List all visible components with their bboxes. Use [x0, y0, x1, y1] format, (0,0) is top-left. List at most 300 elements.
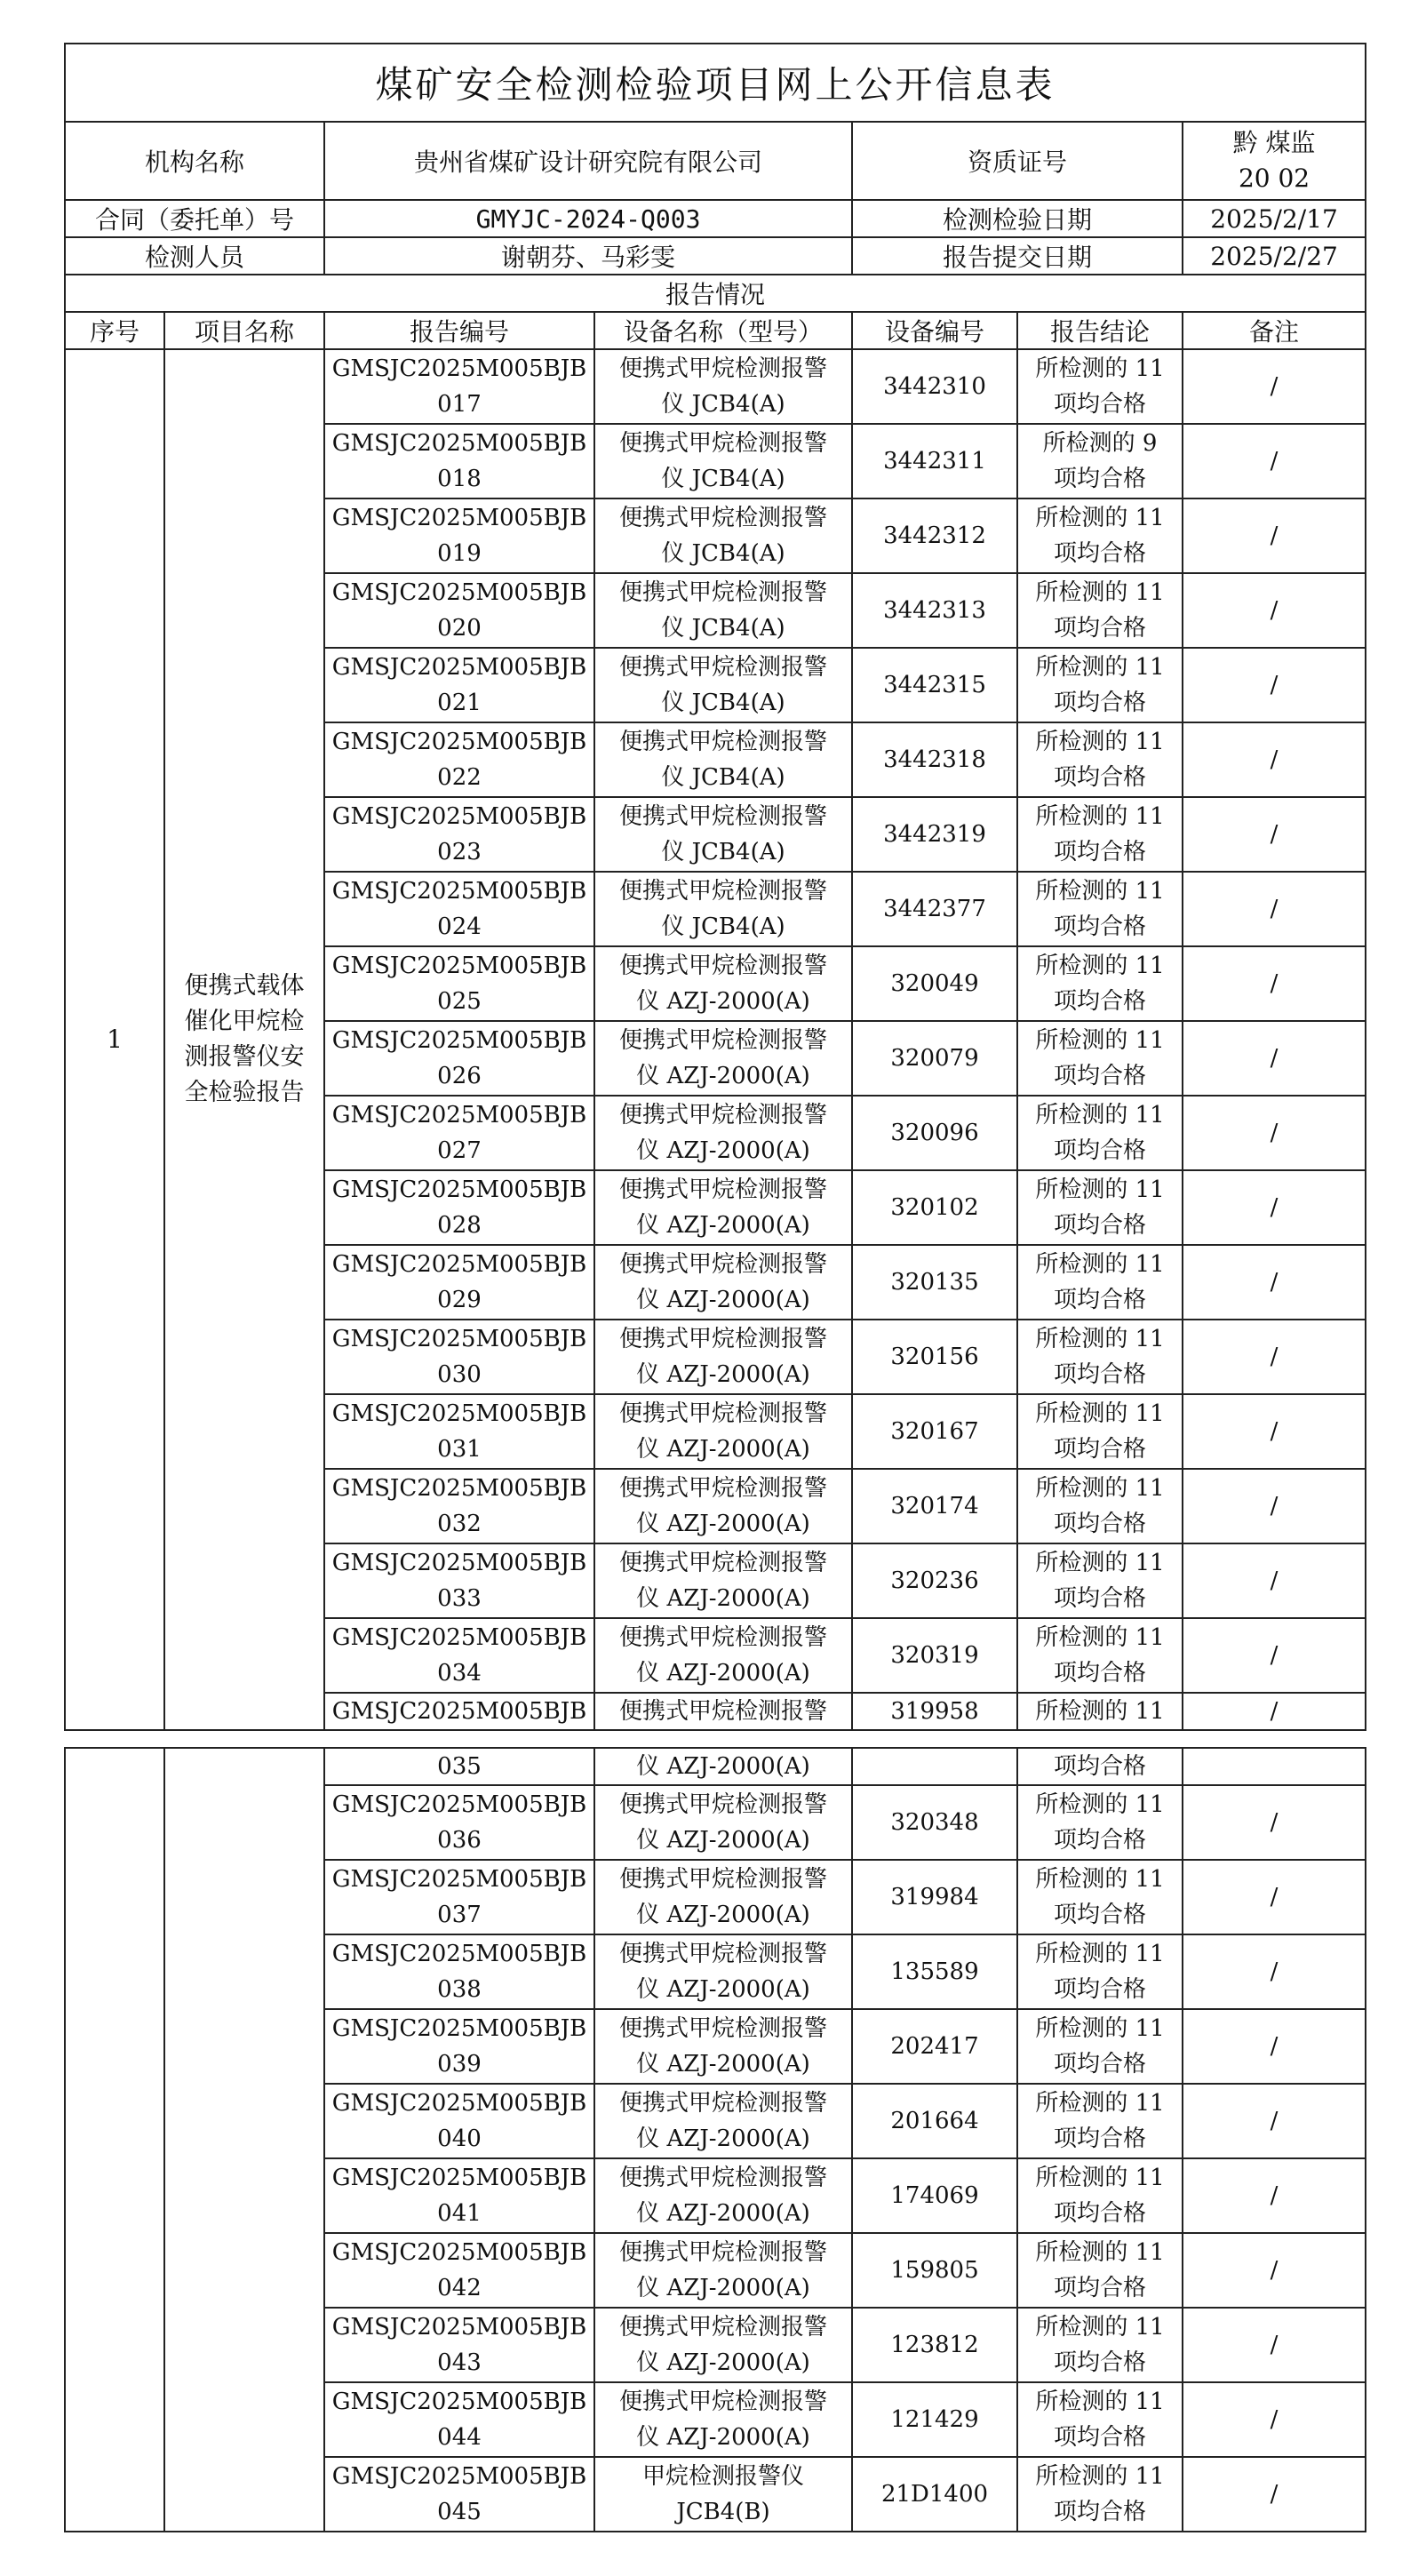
report-number-line: 038	[437, 1976, 482, 2003]
device-name-line: 仪 AZJ-2000(A)	[636, 1753, 810, 1780]
report-number	[324, 946, 594, 1021]
device-name	[594, 1618, 852, 1693]
device-name-line: 仪 AZJ-2000(A)	[636, 1436, 810, 1463]
conclusion-line: 所检测的 11	[1035, 1251, 1165, 1278]
report-number-line: 018	[437, 466, 482, 492]
device-number	[852, 2009, 1017, 2084]
report-number-line: GMSJC2025M005BJB	[331, 2314, 587, 2341]
col-header-device-no: 设备编号	[852, 312, 1017, 349]
device-number-line: 121429	[890, 2406, 979, 2433]
col-header-project: 项目名称	[164, 312, 324, 349]
date-value: 2025/2/17	[1183, 200, 1366, 237]
device-name	[594, 872, 852, 946]
device-number-line: 3442318	[883, 746, 986, 773]
report-number-line: 039	[437, 2051, 482, 2078]
device-name-line: 仪 JCB4(A)	[661, 913, 785, 940]
device-number-line: 202417	[890, 2033, 979, 2060]
device-number	[852, 722, 1017, 797]
device-number	[852, 1096, 1017, 1170]
device-name-line: 便携式甲烷检测报警	[618, 1326, 827, 1352]
conclusion	[1017, 2457, 1183, 2532]
conclusion-line: 所检测的 11	[1035, 2090, 1165, 2117]
device-number-line: 320319	[890, 1642, 979, 1669]
device-name-line: 仪 AZJ-2000(A)	[636, 1511, 810, 1537]
report-number	[324, 797, 594, 872]
note-line: /	[1270, 2406, 1279, 2433]
device-name-line: 便携式甲烷检测报警	[618, 1475, 827, 1502]
conclusion-line: 所检测的 11	[1035, 2314, 1165, 2341]
note-line: /	[1270, 373, 1279, 400]
note	[1183, 1469, 1366, 1543]
report-number	[324, 1543, 594, 1618]
report-number	[324, 1394, 594, 1469]
conclusion-line: 所检测的 11	[1035, 1102, 1165, 1128]
conclusion-line: 所检测的 11	[1035, 2015, 1165, 2042]
device-name-line: 仪 AZJ-2000(A)	[636, 2125, 810, 2152]
device-number-line: 3442310	[883, 373, 986, 400]
report-number-line: 042	[437, 2275, 482, 2301]
device-name-line: 便携式甲烷检测报警	[618, 1550, 827, 1576]
device-name	[594, 1320, 852, 1394]
conclusion-line: 项均合格	[1053, 1660, 1146, 1687]
note-line: /	[1270, 672, 1279, 698]
contract-label: 合同（委托单）号	[65, 200, 324, 237]
device-number	[852, 1543, 1017, 1618]
conclusion-line: 项均合格	[1053, 1585, 1146, 1612]
device-name	[594, 2158, 852, 2233]
report-number-line: 021	[437, 690, 482, 716]
device-number-line: 320174	[890, 1493, 979, 1519]
note	[1183, 946, 1366, 1021]
device-name-line: 仪 AZJ-2000(A)	[636, 2051, 810, 2078]
report-number-line: 033	[437, 1585, 482, 1612]
device-name-line: 仪 AZJ-2000(A)	[636, 1660, 810, 1687]
device-name	[594, 2308, 852, 2382]
device-name-line: 便携式甲烷检测报警	[618, 505, 827, 531]
conclusion-line: 所检测的 11	[1035, 1791, 1165, 1818]
device-name	[594, 1394, 852, 1469]
note-line: /	[1270, 1642, 1279, 1669]
device-name-line: 仪 JCB4(A)	[661, 839, 785, 865]
device-number-line: 320236	[890, 1567, 979, 1594]
conclusion-line: 项均合格	[1053, 391, 1146, 418]
report-number-line: 044	[437, 2424, 482, 2451]
conclusion	[1017, 1320, 1183, 1394]
conclusion	[1017, 1543, 1183, 1618]
report-number-line: 017	[437, 391, 482, 418]
device-name-line: 仪 JCB4(A)	[661, 391, 785, 418]
device-name	[594, 1785, 852, 1860]
note	[1183, 1693, 1366, 1730]
device-number	[852, 1618, 1017, 1693]
device-name	[594, 1860, 852, 1934]
device-name	[594, 498, 852, 573]
conclusion	[1017, 2084, 1183, 2158]
conclusion-line: 所检测的 11	[1035, 953, 1165, 979]
device-name	[594, 946, 852, 1021]
device-number-line: 319984	[890, 1884, 979, 1910]
device-name	[594, 2084, 852, 2158]
note	[1183, 2457, 1366, 2532]
conclusion-line: 项均合格	[1053, 1753, 1146, 1780]
org-label: 机构名称	[65, 122, 324, 200]
table-row	[65, 349, 1366, 424]
note	[1183, 1170, 1366, 1245]
conclusion-line: 项均合格	[1053, 1976, 1146, 2003]
device-name-line: 便携式甲烷检测报警	[618, 953, 827, 979]
conclusion-line: 项均合格	[1053, 2051, 1146, 2078]
note-line: /	[1270, 1493, 1279, 1519]
conclusion-line: 所检测的 11	[1035, 1866, 1165, 1893]
note-line: /	[1270, 1884, 1279, 1910]
note	[1183, 573, 1366, 648]
report-number-line: 020	[437, 615, 482, 642]
conclusion-line: 所检测的 11	[1035, 1550, 1165, 1576]
device-name-line: 便携式甲烷检测报警	[618, 1102, 827, 1128]
report-number-line: GMSJC2025M005BJB	[331, 2165, 587, 2191]
device-number	[852, 1320, 1017, 1394]
device-number	[852, 1394, 1017, 1469]
date-label: 检测检验日期	[852, 200, 1183, 237]
report-number-line: 031	[437, 1436, 482, 1463]
device-number	[852, 946, 1017, 1021]
device-name	[594, 1469, 852, 1543]
info-table-page-2	[64, 1747, 1366, 2532]
report-number	[324, 2457, 594, 2532]
note	[1183, 1785, 1366, 1860]
conclusion-line: 项均合格	[1053, 690, 1146, 716]
conclusion	[1017, 1245, 1183, 1320]
device-number-line: 320348	[890, 1809, 979, 1836]
device-name-line: 便携式甲烷检测报警	[618, 878, 827, 905]
device-number-line: 3442312	[883, 522, 986, 549]
device-name-line: 便携式甲烷检测报警	[618, 654, 827, 681]
report-number	[324, 2158, 594, 2233]
report-number-line: 035	[437, 1753, 482, 1780]
report-number-line: GMSJC2025M005BJB	[331, 1176, 587, 1203]
note-line: /	[1270, 1698, 1279, 1725]
device-name	[594, 1748, 852, 1785]
report-number-line: GMSJC2025M005BJB	[331, 1027, 587, 1054]
report-number-line: GMSJC2025M005BJB	[331, 1550, 587, 1576]
device-number-line: 319958	[890, 1698, 979, 1725]
device-name	[594, 722, 852, 797]
note	[1183, 1096, 1366, 1170]
conclusion	[1017, 1860, 1183, 1934]
report-number-line: 036	[437, 1827, 482, 1854]
device-number	[852, 648, 1017, 722]
conclusion-line: 所检测的 9	[1042, 430, 1158, 457]
report-number-line: 023	[437, 839, 482, 865]
device-name-line: 便携式甲烷检测报警	[618, 1251, 827, 1278]
device-name-line: 便携式甲烷检测报警	[618, 430, 827, 457]
report-number-line: 041	[437, 2200, 482, 2227]
device-name	[594, 424, 852, 498]
conclusion-line: 项均合格	[1053, 2200, 1146, 2227]
device-number	[852, 2158, 1017, 2233]
device-number	[852, 424, 1017, 498]
conclusion	[1017, 2382, 1183, 2457]
device-name-line: 仪 AZJ-2000(A)	[636, 2349, 810, 2376]
conclusion	[1017, 2233, 1183, 2308]
device-name	[594, 2233, 852, 2308]
contract-value: GMYJC-2024-Q003	[324, 200, 852, 237]
device-name-line: 仪 AZJ-2000(A)	[636, 988, 810, 1015]
conclusion-line: 项均合格	[1053, 1827, 1146, 1854]
device-name-line: 仪 JCB4(A)	[661, 615, 785, 642]
report-number	[324, 349, 594, 424]
cert-value	[1183, 122, 1366, 200]
conclusion-line: 所检测的 11	[1035, 878, 1165, 905]
device-name-line: 仪 AZJ-2000(A)	[636, 1212, 810, 1239]
report-number	[324, 1748, 594, 1785]
note-line: /	[1270, 1045, 1279, 1072]
device-number-line: 135589	[890, 1958, 979, 1985]
report-number	[324, 1170, 594, 1245]
cert-value-line1: 黔 煤监	[1232, 128, 1316, 157]
note	[1183, 1021, 1366, 1096]
note	[1183, 1618, 1366, 1693]
device-name	[594, 1543, 852, 1618]
device-number	[852, 573, 1017, 648]
device-name-line: 便携式甲烷检测报警	[618, 1400, 827, 1427]
device-number-line: 3442377	[883, 896, 986, 922]
report-number	[324, 2308, 594, 2382]
report-number-line: GMSJC2025M005BJB	[331, 1866, 587, 1893]
report-number-line: GMSJC2025M005BJB	[331, 355, 587, 382]
report-number-line: GMSJC2025M005BJB	[331, 803, 587, 830]
report-number-line: 032	[437, 1511, 482, 1537]
note	[1183, 498, 1366, 573]
note-line: /	[1270, 1120, 1279, 1146]
report-number-line: GMSJC2025M005BJB	[331, 1698, 587, 1725]
conclusion	[1017, 1693, 1183, 1730]
report-number-line: 045	[437, 2499, 482, 2525]
conclusion-line: 项均合格	[1053, 1902, 1146, 1928]
device-name	[594, 1245, 852, 1320]
device-number	[852, 2308, 1017, 2382]
report-number-line: GMSJC2025M005BJB	[331, 579, 587, 606]
col-header-report-no: 报告编号	[324, 312, 594, 349]
conclusion-line: 所检测的 11	[1035, 2389, 1165, 2415]
note	[1183, 349, 1366, 424]
report-number-line: GMSJC2025M005BJB	[331, 2389, 587, 2415]
device-number	[852, 1785, 1017, 1860]
device-number-line: 3442315	[883, 672, 986, 698]
col-header-conclusion: 报告结论	[1017, 312, 1183, 349]
note	[1183, 1394, 1366, 1469]
conclusion	[1017, 349, 1183, 424]
report-number-line: GMSJC2025M005BJB	[331, 1326, 587, 1352]
device-name	[594, 1096, 852, 1170]
conclusion	[1017, 1934, 1183, 2009]
device-name-line: 便携式甲烷检测报警	[618, 2314, 827, 2341]
conclusion	[1017, 1748, 1183, 1785]
device-number-line: 320049	[890, 970, 979, 997]
device-name-line: 仪 JCB4(A)	[661, 764, 785, 791]
device-number	[852, 2457, 1017, 2532]
conclusion	[1017, 1170, 1183, 1245]
note-line: /	[1270, 1418, 1279, 1445]
conclusion	[1017, 722, 1183, 797]
device-number	[852, 498, 1017, 573]
conclusion	[1017, 1618, 1183, 1693]
report-number	[324, 2233, 594, 2308]
conclusion	[1017, 1785, 1183, 1860]
device-name-line: 仪 JCB4(A)	[661, 540, 785, 567]
conclusion-line: 所检测的 11	[1035, 1400, 1165, 1427]
report-number-line: GMSJC2025M005BJB	[331, 2015, 587, 2042]
note-line: /	[1270, 746, 1279, 773]
device-name-line: 便携式甲烷检测报警	[618, 2090, 827, 2117]
report-number	[324, 872, 594, 946]
device-name-line: 便携式甲烷检测报警	[618, 2389, 827, 2415]
device-number-line: 3442311	[883, 448, 986, 475]
col-header-device-name: 设备名称（型号）	[594, 312, 852, 349]
report-number	[324, 1245, 594, 1320]
report-number-line: GMSJC2025M005BJB	[331, 2239, 587, 2266]
note-line: /	[1270, 2108, 1279, 2134]
page-title: 煤矿安全检测检验项目网上公开信息表	[65, 44, 1366, 122]
report-number-line: 022	[437, 764, 482, 791]
note	[1183, 872, 1366, 946]
device-number-line: 3442313	[883, 597, 986, 624]
conclusion-line: 项均合格	[1053, 1436, 1146, 1463]
device-name	[594, 1170, 852, 1245]
note	[1183, 2382, 1366, 2457]
report-number-line: GMSJC2025M005BJB	[331, 1624, 587, 1651]
note-line: /	[1270, 2332, 1279, 2358]
submit-label: 报告提交日期	[852, 237, 1183, 275]
conclusion-line: 项均合格	[1053, 913, 1146, 940]
device-number	[852, 2382, 1017, 2457]
device-name-line: 仪 AZJ-2000(A)	[636, 1902, 810, 1928]
conclusion-line: 项均合格	[1053, 988, 1146, 1015]
conclusion-line: 所检测的 11	[1035, 1027, 1165, 1054]
device-name-line: 仪 JCB4(A)	[661, 690, 785, 716]
conclusion-line: 项均合格	[1053, 466, 1146, 492]
note	[1183, 1245, 1366, 1320]
staff-label: 检测人员	[65, 237, 324, 275]
conclusion-line: 所检测的 11	[1035, 1475, 1165, 1502]
conclusion-line: 所检测的 11	[1035, 1698, 1165, 1725]
report-number-line: 040	[437, 2125, 482, 2152]
report-number-line: 043	[437, 2349, 482, 2376]
device-name-line: 仪 AZJ-2000(A)	[636, 1361, 810, 1388]
note-line: /	[1270, 522, 1279, 549]
project-name-line: 便携式载体催化甲烷检测报警仪安全检验报告	[184, 972, 305, 1106]
project-name	[164, 349, 324, 1730]
report-number-line: GMSJC2025M005BJB	[331, 1791, 587, 1818]
report-number-line: GMSJC2025M005BJB	[331, 2090, 587, 2117]
report-number-line: GMSJC2025M005BJB	[331, 953, 587, 979]
report-number	[324, 1934, 594, 2009]
conclusion-line: 项均合格	[1053, 615, 1146, 642]
conclusion-line: 项均合格	[1053, 540, 1146, 567]
report-number	[324, 2084, 594, 2158]
report-number-line: GMSJC2025M005BJB	[331, 2463, 587, 2490]
device-number-line: 320156	[890, 1344, 979, 1370]
section-title: 报告情况	[65, 275, 1366, 312]
report-number	[324, 1320, 594, 1394]
device-number	[852, 2233, 1017, 2308]
device-name-line: 仪 JCB4(A)	[661, 466, 785, 492]
report-number-line: 037	[437, 1902, 482, 1928]
row-index-continued	[65, 1748, 164, 2532]
conclusion-line: 项均合格	[1053, 1511, 1146, 1537]
device-number	[852, 1170, 1017, 1245]
note-line: /	[1270, 2257, 1279, 2284]
note-line: /	[1270, 448, 1279, 475]
device-name	[594, 573, 852, 648]
report-number-line: GMSJC2025M005BJB	[331, 878, 587, 905]
device-name-line: 仪 AZJ-2000(A)	[636, 2424, 810, 2451]
note	[1183, 722, 1366, 797]
note-line: /	[1270, 597, 1279, 624]
conclusion	[1017, 498, 1183, 573]
device-name-line: 便携式甲烷检测报警	[618, 2239, 827, 2266]
note	[1183, 797, 1366, 872]
conclusion-line: 所检测的 11	[1035, 654, 1165, 681]
device-number	[852, 349, 1017, 424]
conclusion	[1017, 424, 1183, 498]
report-number-line: GMSJC2025M005BJB	[331, 505, 587, 531]
conclusion	[1017, 648, 1183, 722]
report-number	[324, 722, 594, 797]
conclusion-line: 所检测的 11	[1035, 579, 1165, 606]
table-row	[65, 1748, 1366, 1785]
report-number-line: GMSJC2025M005BJB	[331, 1251, 587, 1278]
report-number	[324, 1021, 594, 1096]
note	[1183, 1748, 1366, 1785]
device-name-line: JCB4(B)	[676, 2499, 770, 2525]
conclusion-line: 所检测的 11	[1035, 1326, 1165, 1352]
device-name-line: 便携式甲烷检测报警	[618, 1027, 827, 1054]
report-number	[324, 1618, 594, 1693]
report-number	[324, 2382, 594, 2457]
note-line: /	[1270, 1344, 1279, 1370]
info-table-page-1	[64, 43, 1366, 1731]
report-number-line: 019	[437, 540, 482, 567]
conclusion	[1017, 1096, 1183, 1170]
conclusion-line: 项均合格	[1053, 2424, 1146, 2451]
conclusion-line: 所检测的 11	[1035, 1176, 1165, 1203]
device-name-line: 甲烷检测报警仪	[641, 2463, 804, 2490]
note	[1183, 1934, 1366, 2009]
conclusion	[1017, 2308, 1183, 2382]
note-line: /	[1270, 896, 1279, 922]
report-number	[324, 424, 594, 498]
device-number	[852, 1245, 1017, 1320]
conclusion	[1017, 1394, 1183, 1469]
report-number-line: GMSJC2025M005BJB	[331, 430, 587, 457]
device-number	[852, 872, 1017, 946]
col-header-note: 备注	[1183, 312, 1366, 349]
col-header-index: 序号	[65, 312, 164, 349]
device-name-line: 便携式甲烷检测报警	[618, 803, 827, 830]
report-number-line: GMSJC2025M005BJB	[331, 1400, 587, 1427]
device-number-line: 21D1400	[880, 2481, 989, 2508]
note	[1183, 1320, 1366, 1394]
device-name	[594, 648, 852, 722]
report-number	[324, 498, 594, 573]
device-name	[594, 797, 852, 872]
row-index-line: 1	[107, 1025, 123, 1054]
report-number	[324, 1860, 594, 1934]
report-number	[324, 1096, 594, 1170]
device-name-line: 便携式甲烷检测报警	[618, 355, 827, 382]
device-number-line: 320135	[890, 1269, 979, 1296]
